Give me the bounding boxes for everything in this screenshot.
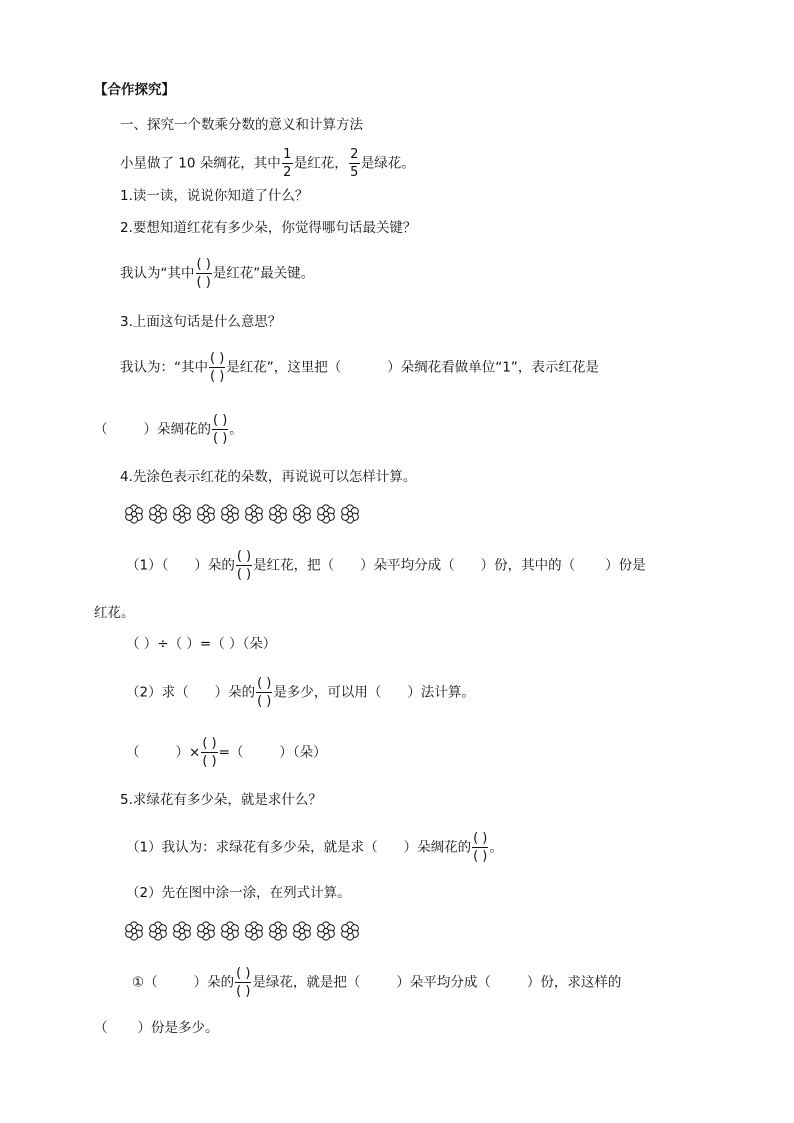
question-4-2: （2）求（ ）朵的 $\frac{( )}{( )}$ 是多少，可以用（ ）法计算。 bbox=[126, 676, 475, 709]
question-5-3: ①（ ）朵的 $\frac{( )}{( )}$ 是绿花，就是把（ ）朵平均分成（ ）份，求这样的 bbox=[132, 966, 622, 999]
flower-icon[interactable] bbox=[218, 920, 242, 942]
blank-fraction[interactable]: $\frac{( )}{( )}$ bbox=[196, 257, 211, 290]
flower-icon[interactable] bbox=[338, 503, 362, 525]
division-formula[interactable]: （ ）÷（ ）=（ ）（朵） bbox=[126, 636, 277, 652]
flower-icon[interactable] bbox=[314, 920, 338, 942]
flower-icon[interactable] bbox=[242, 503, 266, 525]
blank-fraction[interactable]: $\frac{( )}{( )}$ bbox=[473, 831, 488, 864]
question-4-1: （1）（ ）朵的 $\frac{( )}{( )}$ 是红花，把（ ）朵平均分成（ ）份，其中的（ ）份是 bbox=[126, 549, 646, 582]
flower-icon[interactable] bbox=[170, 920, 194, 942]
question-5: 5.求绿花有多少朵，就是求什么？ bbox=[120, 792, 322, 808]
flower-icon[interactable] bbox=[122, 503, 146, 525]
section-heading: 一、探究一个数乘分数的意义和计算方法 bbox=[120, 117, 363, 133]
question-5-3-continued: （ ）份是多少。 bbox=[94, 1020, 219, 1036]
intro-sentence bbox=[120, 146, 415, 181]
flower-icon[interactable] bbox=[266, 920, 290, 942]
question-5-2: （2）先在图中涂一涂，在列式计算。 bbox=[126, 885, 351, 901]
flower-row-red[interactable] bbox=[122, 503, 362, 525]
flower-icon[interactable] bbox=[266, 503, 290, 525]
question-2-answer: 我认为“其中 $\frac{( )}{( )}$ 是红花”最关键。 bbox=[120, 257, 315, 290]
blank-fraction[interactable]: $\frac{( )}{( )}$ bbox=[236, 549, 252, 582]
intro-text-2: 是红花， bbox=[293, 155, 348, 172]
flower-icon[interactable] bbox=[194, 503, 218, 525]
blank-fraction[interactable]: $\frac{( )}{( )}$ bbox=[236, 966, 251, 999]
question-3: 3.上面这句话是什么意思？ bbox=[120, 314, 282, 330]
flower-icon[interactable] bbox=[290, 503, 314, 525]
fraction-two-fifths: $\frac{2}{5}$ bbox=[350, 147, 359, 180]
intro-text-1: 小星做了 10 朵绸花，其中 bbox=[120, 155, 281, 172]
flower-row-green[interactable] bbox=[122, 920, 362, 942]
flower-icon[interactable] bbox=[314, 503, 338, 525]
question-1: 1.读一读，说说你知道了什么？ bbox=[120, 188, 309, 204]
blank-fraction[interactable]: $\frac{( )}{( )}$ bbox=[257, 676, 272, 709]
flower-icon[interactable] bbox=[338, 920, 362, 942]
section-title: 【合作探究】 bbox=[94, 82, 175, 98]
question-4-1-continued: 红花。 bbox=[94, 605, 135, 621]
flower-icon[interactable] bbox=[122, 920, 146, 942]
flower-icon[interactable] bbox=[146, 920, 170, 942]
multiplication-formula: （ ）× $\frac{( )}{( )}$ =（ ）（朵） bbox=[126, 736, 327, 769]
blank-fraction[interactable]: $\frac{( )}{( )}$ bbox=[202, 736, 217, 769]
flower-icon[interactable] bbox=[170, 503, 194, 525]
question-3-answer-line-1: 我认为：“其中 $\frac{( )}{( )}$ 是红花”，这里把（ ）朵绸花看做单位“1”，表示红花是 bbox=[120, 351, 599, 384]
flower-icon[interactable] bbox=[218, 503, 242, 525]
blank-fraction[interactable]: $\frac{( )}{( )}$ bbox=[210, 351, 225, 384]
flower-icon[interactable] bbox=[242, 920, 266, 942]
intro-text-3: 是绿花。 bbox=[360, 155, 415, 172]
flower-icon[interactable] bbox=[194, 920, 218, 942]
question-5-1: （1）我认为：求绿花有多少朵，就是求（ ）朵绸花的 $\frac{( )}{( )}$ 。 bbox=[126, 831, 503, 864]
question-4: 4.先涂色表示红花的朵数，再说说可以怎样计算。 bbox=[120, 469, 417, 485]
flower-icon[interactable] bbox=[146, 503, 170, 525]
blank-fraction[interactable]: $\frac{( )}{( )}$ bbox=[213, 413, 228, 446]
question-3-answer-line-2: （ ）朵绸花的 $\frac{( )}{( )}$ 。 bbox=[94, 413, 243, 446]
question-2: 2.要想知道红花有多少朵，你觉得哪句话最关键？ bbox=[120, 220, 417, 236]
flower-icon[interactable] bbox=[290, 920, 314, 942]
fraction-one-half: $\frac{1}{2}$ bbox=[283, 147, 292, 180]
